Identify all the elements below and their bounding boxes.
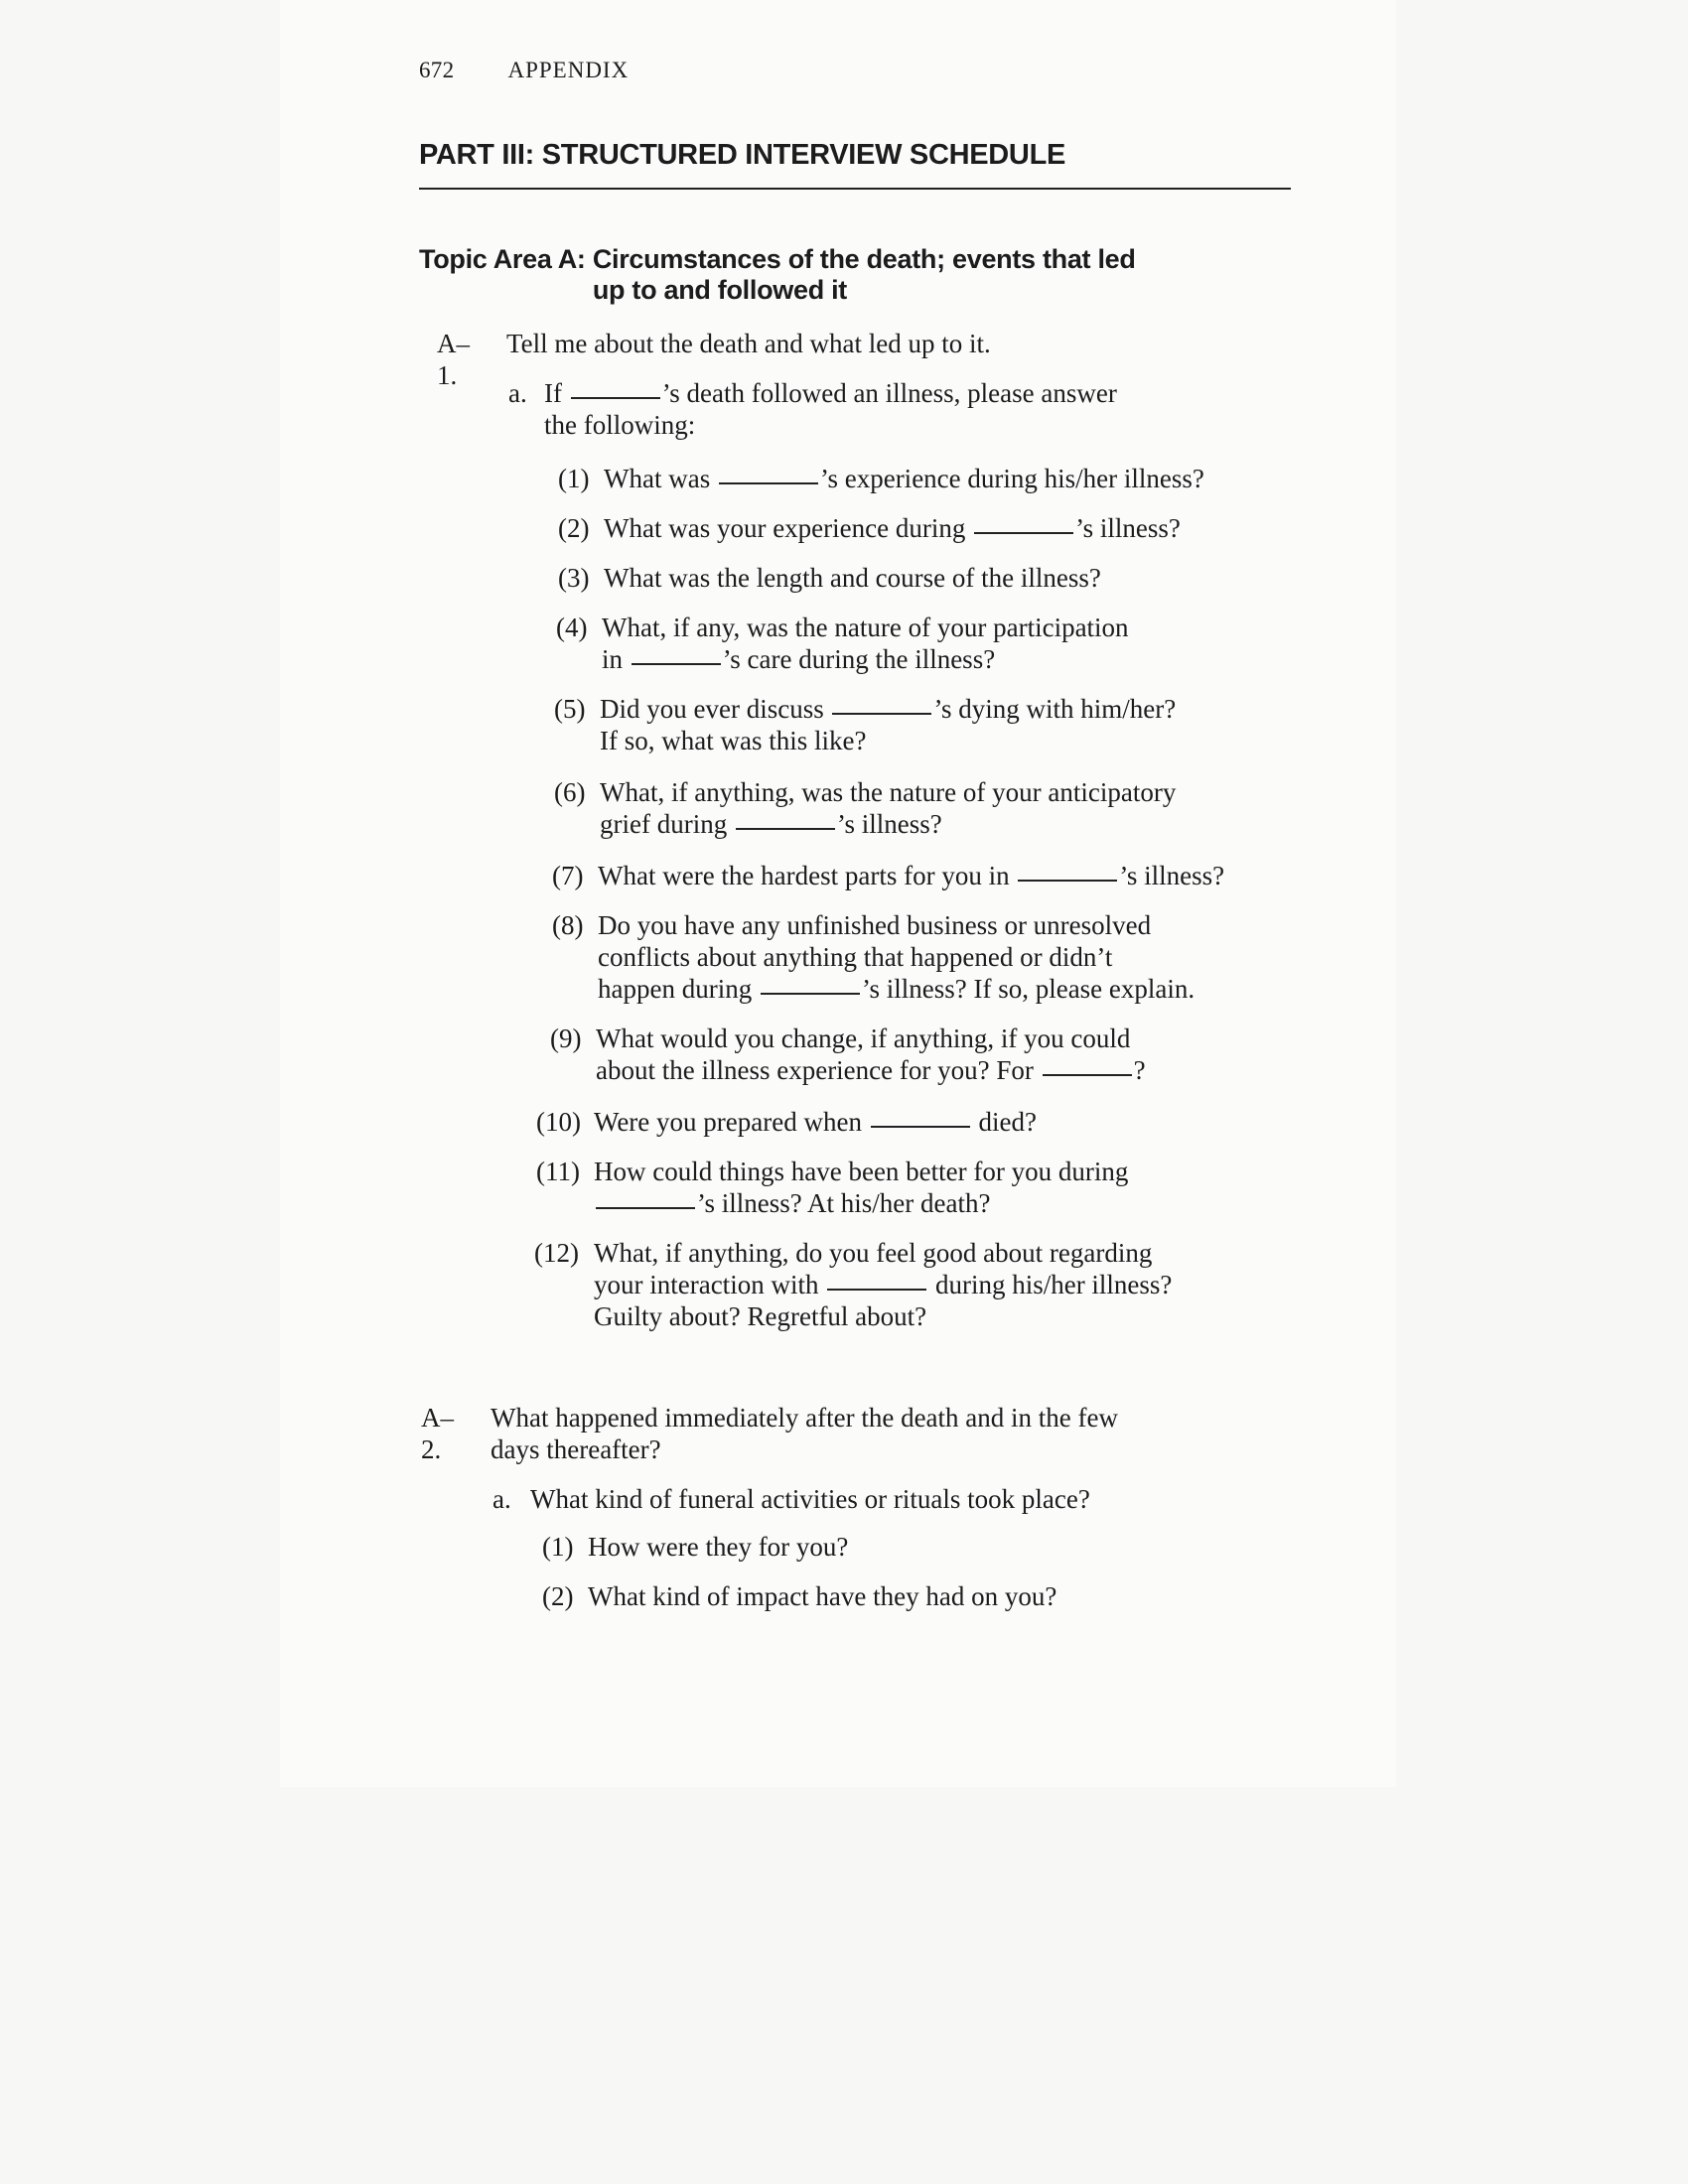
blank-line	[871, 1125, 970, 1128]
topic-desc-line2: up to and followed it	[592, 275, 847, 305]
blank-line	[761, 992, 860, 995]
blank-line	[736, 827, 835, 830]
text-segment: the following:	[544, 410, 696, 440]
text-segment: Were you prepared when	[594, 1107, 862, 1137]
item-text	[594, 1106, 1037, 1138]
text-segment: If so, what was this like?	[600, 726, 867, 755]
item-number: (8)	[552, 910, 584, 940]
item-number: (2)	[542, 1581, 574, 1611]
topic-desc-line1: Circumstances of the death; events that led	[592, 244, 1136, 274]
text-segment: If	[544, 378, 562, 408]
item-number: (11)	[536, 1157, 580, 1186]
item-number: (12)	[534, 1238, 579, 1268]
text-segment: What happened immediately after the death and in the few	[491, 1403, 1118, 1433]
blank-line	[596, 1206, 695, 1209]
text-segment: ’s illness? At his/her death?	[697, 1188, 991, 1218]
text-segment: What was your experience during	[604, 513, 966, 543]
blank-line	[632, 662, 721, 665]
text-segment: ’s experience during his/her illness?	[819, 464, 1204, 493]
item-text	[598, 909, 1195, 1005]
item-text	[596, 1023, 1146, 1086]
item-text	[594, 1156, 1128, 1219]
text-segment: Guilty about? Regretful about?	[594, 1301, 927, 1331]
subquestion-text	[544, 377, 1117, 441]
item-number: (1)	[542, 1532, 574, 1562]
question-number: A–2.	[421, 1403, 454, 1464]
text-segment: days thereafter?	[491, 1434, 661, 1464]
text-segment: during his/her illness?	[934, 1270, 1173, 1299]
subquestion-text: What kind of funeral activities or rituals took place?	[530, 1484, 1090, 1514]
topic-lead: Topic Area A:	[419, 244, 586, 274]
question-number: A–1.	[437, 329, 470, 390]
blank-line	[1018, 879, 1117, 882]
text-segment: What, if any, was the nature of your participation	[602, 613, 1129, 642]
text-segment: ’s illness?	[1075, 513, 1181, 543]
text-segment: ’s dying with him/her?	[933, 694, 1177, 724]
item-number: (4)	[556, 613, 588, 642]
text-segment: happen during	[598, 974, 753, 1004]
item-number: (2)	[558, 513, 590, 543]
text-segment: What, if anything, was the nature of your anticipatory	[600, 777, 1177, 807]
item-text	[600, 776, 1176, 840]
item-text	[604, 512, 1181, 544]
item-number: (9)	[550, 1024, 582, 1053]
text-segment: How could things have been better for you during	[594, 1157, 1129, 1186]
text-segment: in	[602, 644, 624, 674]
text-segment: Did you ever discuss	[600, 694, 824, 724]
text-segment: conflicts about anything that happened or didn’t	[598, 942, 1113, 972]
text-segment: about the illness experience for you? For	[596, 1055, 1034, 1085]
item-number: (10)	[536, 1107, 581, 1137]
text-segment: ’s death followed an illness, please answer	[661, 378, 1117, 408]
item-text: How were they for you?	[588, 1532, 849, 1562]
item-number: (6)	[554, 777, 586, 807]
item-text: What was the length and course of the illness?	[604, 563, 1101, 593]
subquestion-label: a.	[508, 378, 527, 408]
text-segment: ’s illness? If so, please explain.	[861, 974, 1196, 1004]
section-label: APPENDIX	[507, 58, 630, 82]
text-segment: What, if anything, do you feel good about regarding	[594, 1238, 1153, 1268]
text-segment: What were the hardest parts for you in	[598, 861, 1010, 890]
topic-heading	[419, 244, 1169, 306]
blank-line	[1043, 1073, 1132, 1076]
blank-line	[719, 481, 818, 484]
item-text	[594, 1237, 1172, 1332]
part-title: PART III: STRUCTURED INTERVIEW SCHEDULE	[419, 139, 1066, 171]
page-number: 672	[419, 58, 455, 82]
item-text: What kind of impact have they had on you?	[588, 1581, 1057, 1611]
item-number: (7)	[552, 861, 584, 890]
blank-line	[571, 396, 660, 399]
text-segment: your interaction with	[594, 1270, 819, 1299]
item-text	[604, 463, 1204, 494]
blank-line	[832, 712, 931, 715]
text-segment: What would you change, if anything, if you could	[596, 1024, 1131, 1053]
item-number: (5)	[554, 694, 586, 724]
text-segment: ?	[1133, 1055, 1146, 1085]
topic-description	[593, 244, 1169, 306]
text-segment: ’s care during the illness?	[722, 644, 996, 674]
text-segment: ’s illness?	[836, 809, 942, 839]
question-text	[491, 1402, 1118, 1465]
text-segment: died?	[978, 1107, 1037, 1137]
blank-line	[974, 531, 1073, 534]
running-header	[419, 58, 629, 83]
item-text	[600, 693, 1176, 756]
text-segment: grief during	[600, 809, 728, 839]
text-segment: ’s illness?	[1119, 861, 1225, 890]
blank-line	[827, 1288, 926, 1291]
text-segment: What was	[604, 464, 711, 493]
item-text	[598, 860, 1224, 891]
title-rule	[419, 188, 1291, 190]
subquestion-label: a.	[492, 1484, 511, 1514]
item-text	[602, 612, 1129, 675]
question-text: Tell me about the death and what led up to it.	[506, 329, 991, 358]
text-segment: Do you have any unfinished business or unresolved	[598, 910, 1152, 940]
item-number: (1)	[558, 464, 590, 493]
item-number: (3)	[558, 563, 590, 593]
